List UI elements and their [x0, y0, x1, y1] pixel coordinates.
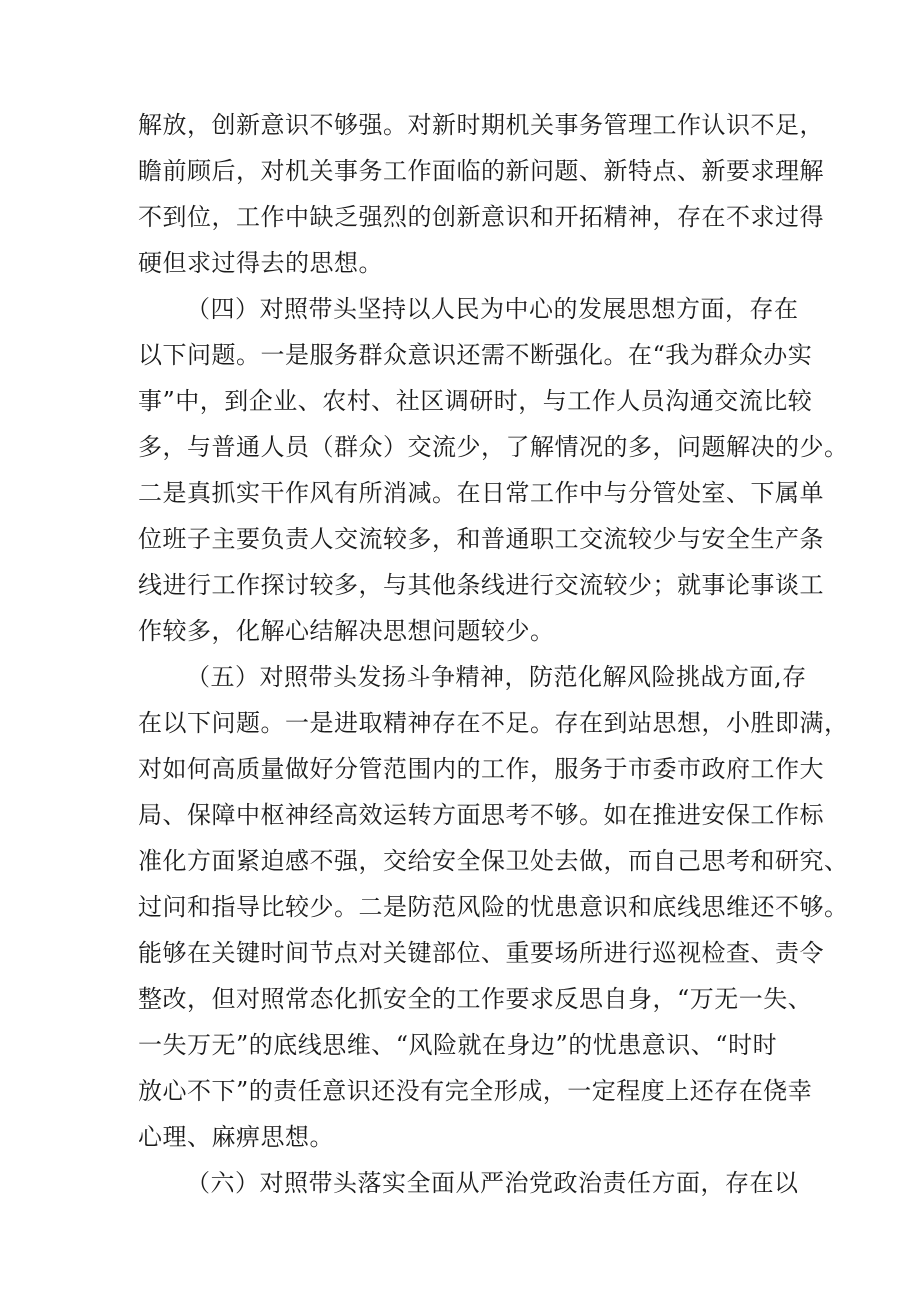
text-line: 一失万无”的底线思维、“风险就在身边”的忧患意识、“时时	[138, 1031, 778, 1059]
text-line: 多，与普通人员（群众）交流少，了解情况的多，问题解决的少。	[138, 433, 849, 461]
text-line: 不到位，工作中缺乏强烈的创新意识和开拓精神，存在不求过得	[138, 203, 824, 231]
text-line: 线进行工作探讨较多，与其他条线进行交流较少；就事论事谈工	[138, 571, 824, 599]
text-line: 在以下问题。一是进取精神存在不足。存在到站思想，小胜即满，	[138, 709, 849, 737]
text-line: 整改，但对照常态化抓安全的工作要求反思自身，“万无一失、	[138, 985, 813, 1013]
text-line: 作较多，化解心结解决思想问题较少。	[138, 617, 555, 645]
paragraph-heading-4: （四）对照带头坚持以人民为中心的发展思想方面，存在	[186, 295, 799, 323]
text-line: 位班子主要负责人交流较多，和普通职工交流较少与安全生产条	[138, 525, 824, 553]
text-line: 硬但求过得去的思想。	[138, 249, 383, 277]
text-line: 心理、麻痹思想。	[138, 1123, 334, 1151]
text-line: 对如何高质量做好分管范围内的工作，服务于市委市政府工作大	[138, 755, 824, 783]
paragraph-heading-6: （六）对照带头落实全面从严治党政治责任方面，存在以	[186, 1169, 799, 1197]
text-line: 过问和指导比较少。二是防范风险的忧患意识和底线思维还不够。	[138, 893, 849, 921]
paragraph-heading-5: （五）对照带头发扬斗争精神，防范化解风险挑战方面,存	[186, 663, 807, 691]
text-line: 局、保障中枢神经高效运转方面思考不够。如在推进安保工作标	[138, 801, 824, 829]
text-line: 准化方面紧迫感不强，交给安全保卫处去做，而自己思考和研究、	[138, 847, 849, 875]
text-line: 瞻前顾后，对机关事务工作面临的新问题、新特点、新要求理解	[138, 157, 824, 185]
text-line: 能够在关键时间节点对关键部位、重要场所进行巡视检查、责令	[138, 939, 824, 967]
text-line: 二是真抓实干作风有所消减。在日常工作中与分管处室、下属单	[138, 479, 824, 507]
text-line: 放心不下”的责任意识还没有完全形成，一定程度上还存在侥幸	[138, 1077, 813, 1105]
text-line: 以下问题。一是服务群众意识还需不断强化。在“我为群众办实	[138, 341, 813, 369]
text-line: 解放，创新意识不够强。对新时期机关事务管理工作认识不足，	[138, 111, 824, 139]
text-line: 事”中，到企业、农村、社区调研时，与工作人员沟通交流比较	[138, 387, 813, 415]
